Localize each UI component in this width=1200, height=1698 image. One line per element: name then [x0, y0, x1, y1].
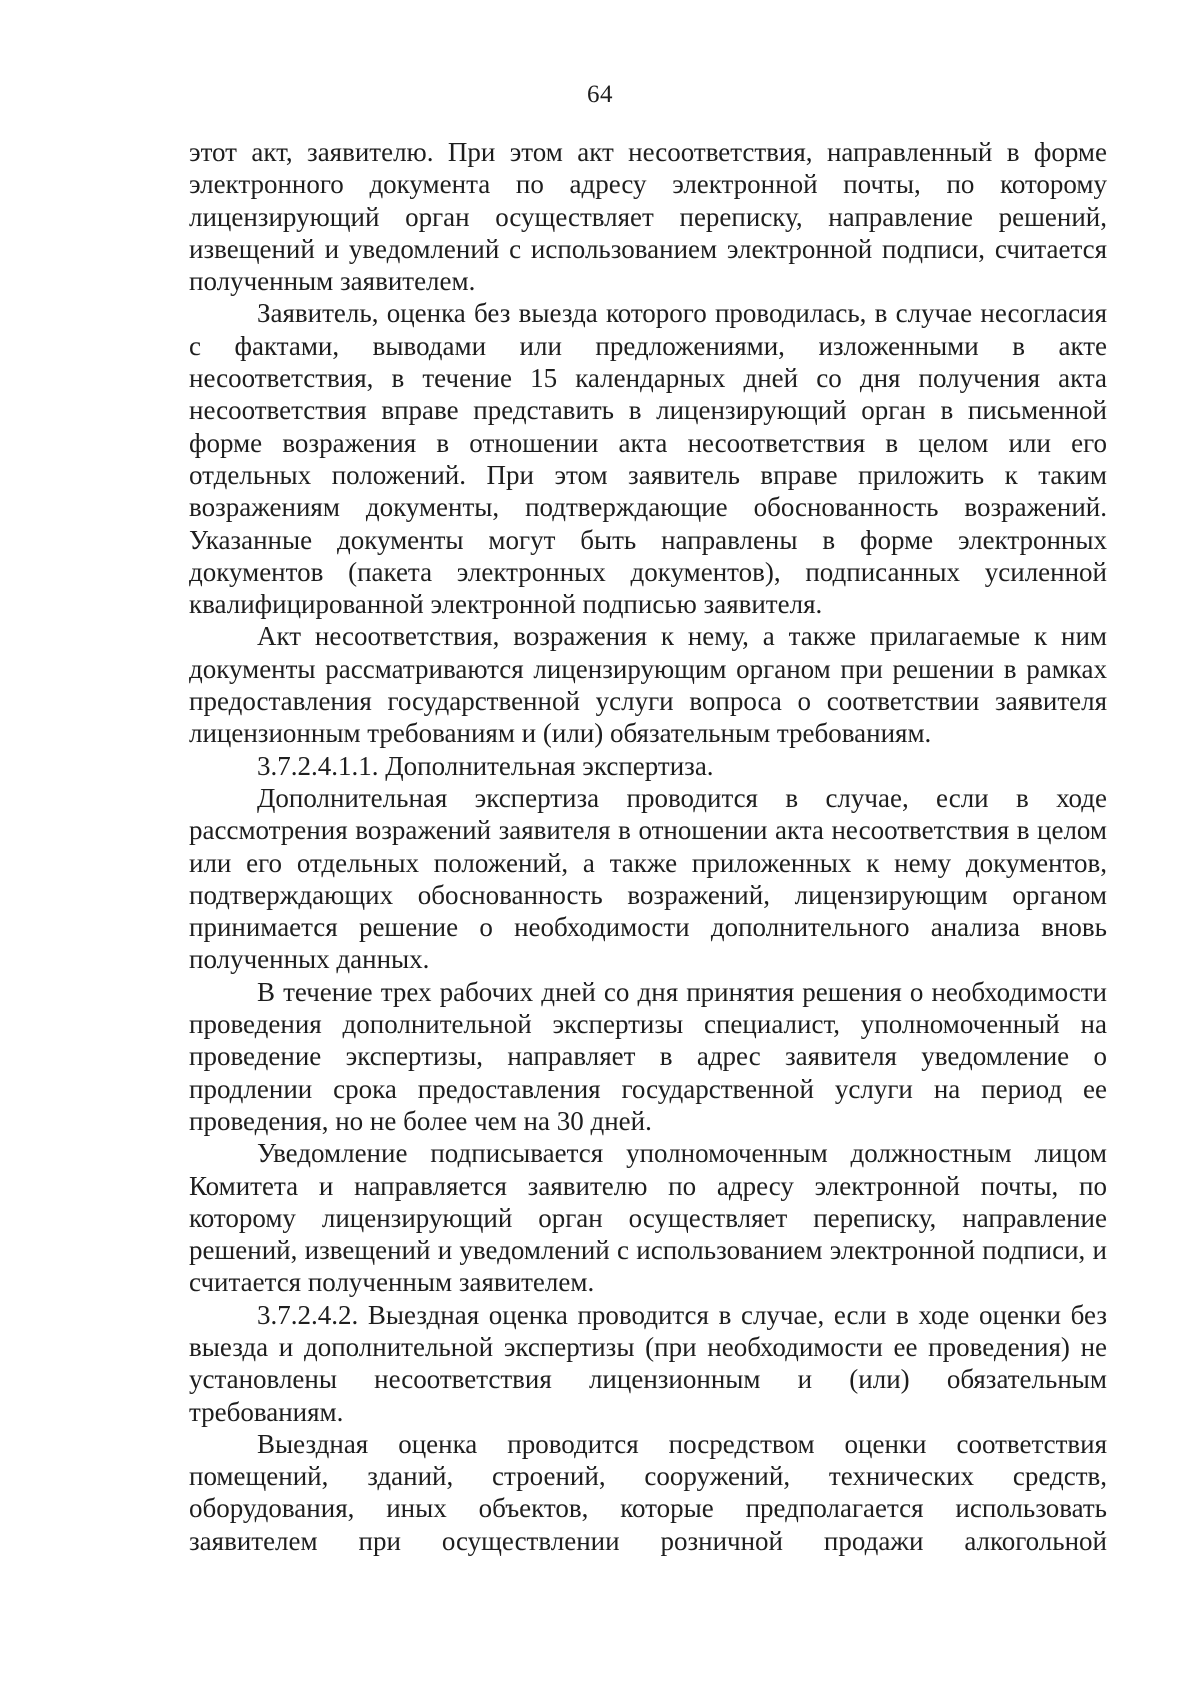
paragraph-onsite-method: Выездная оценка проводится посредством оценки соответствия помещений, зданий, строений, сооружений, технических средств, оборудования, иных объектов, которые предполагается использовать заявителем при осуществлении розничной продажи алкогольной: [189, 1428, 1107, 1556]
paragraph-continuation: этот акт, заявителю. При этом акт несоответствия, направленный в форме электронного документа по адресу электронной почты, по которому лицензирующий орган осуществляет переписку, направление решений, извещений и уведомлений с использованием электронной подписи, считается полученным заявителем.: [189, 137, 1107, 297]
paragraph-onsite-assessment: 3.7.2.4.2. Выездная оценка проводится в случае, если в ходе оценки без выезда и дополнительной экспертизы (при необходимости ее проведения) не установлены несоответствия лицензионным и (или) обязательным требованиям.: [189, 1299, 1107, 1427]
paragraph-review: Акт несоответствия, возражения к нему, а также прилагаемые к ним документы рассматриваются лицензирующим органом при решении в рамках предоставления государственной услуги вопроса о соответствии заявителя лицензионным требованиям и (или) обязательным требованиям.: [189, 621, 1107, 749]
paragraph-objections: Заявитель, оценка без выезда которого проводилась, в случае несогласия с фактами, выводами или предложениями, изложенными в акте несоответствия, в течение 15 календарных дней со дня получения акта несоответствия вправе представить в лицензирующий орган в письменной форме возражения в отношении акта несоответствия в целом или его отдельных положений. При этом заявитель вправе приложить к таким возражениям документы, подтверждающие обоснованность возражений. Указанные документы могут быть направлены в форме электронных документов (пакета электронных документов), подписанных усиленной квалифицированной электронной подписью заявителя.: [189, 298, 1107, 620]
paragraph-additional-expertise: Дополнительная экспертиза проводится в случае, если в ходе рассмотрения возражений заявителя в отношении акта несоответствия в целом или его отдельных положений, а также приложенных к нему документов, подтверждающих обоснованность возражений, лицензирующим органом принимается решение о необходимости дополнительного анализа вновь полученных данных.: [189, 782, 1107, 975]
page-number: 64: [587, 81, 613, 108]
paragraph-three-days: В течение трех рабочих дней со дня принятия решения о необходимости проведения дополнительной экспертизы специалист, уполномоченный на проведение экспертизы, направляет в адрес заявителя уведомление о продлении срока предоставления государственной услуги на период ее проведения, но не более чем на 30 дней.: [189, 976, 1107, 1136]
paragraph-notification: Уведомление подписывается уполномоченным должностным лицом Комитета и направляется заявителю по адресу электронной почты, по которому лицензирующий орган осуществляет переписку, направление решений, извещений и уведомлений с использованием электронной подписи, и считается полученным заявителем.: [189, 1138, 1107, 1298]
section-heading-additional-expertise: 3.7.2.4.1.1. Дополнительная экспертиза.: [257, 750, 714, 781]
document-body: [189, 136, 1107, 1557]
